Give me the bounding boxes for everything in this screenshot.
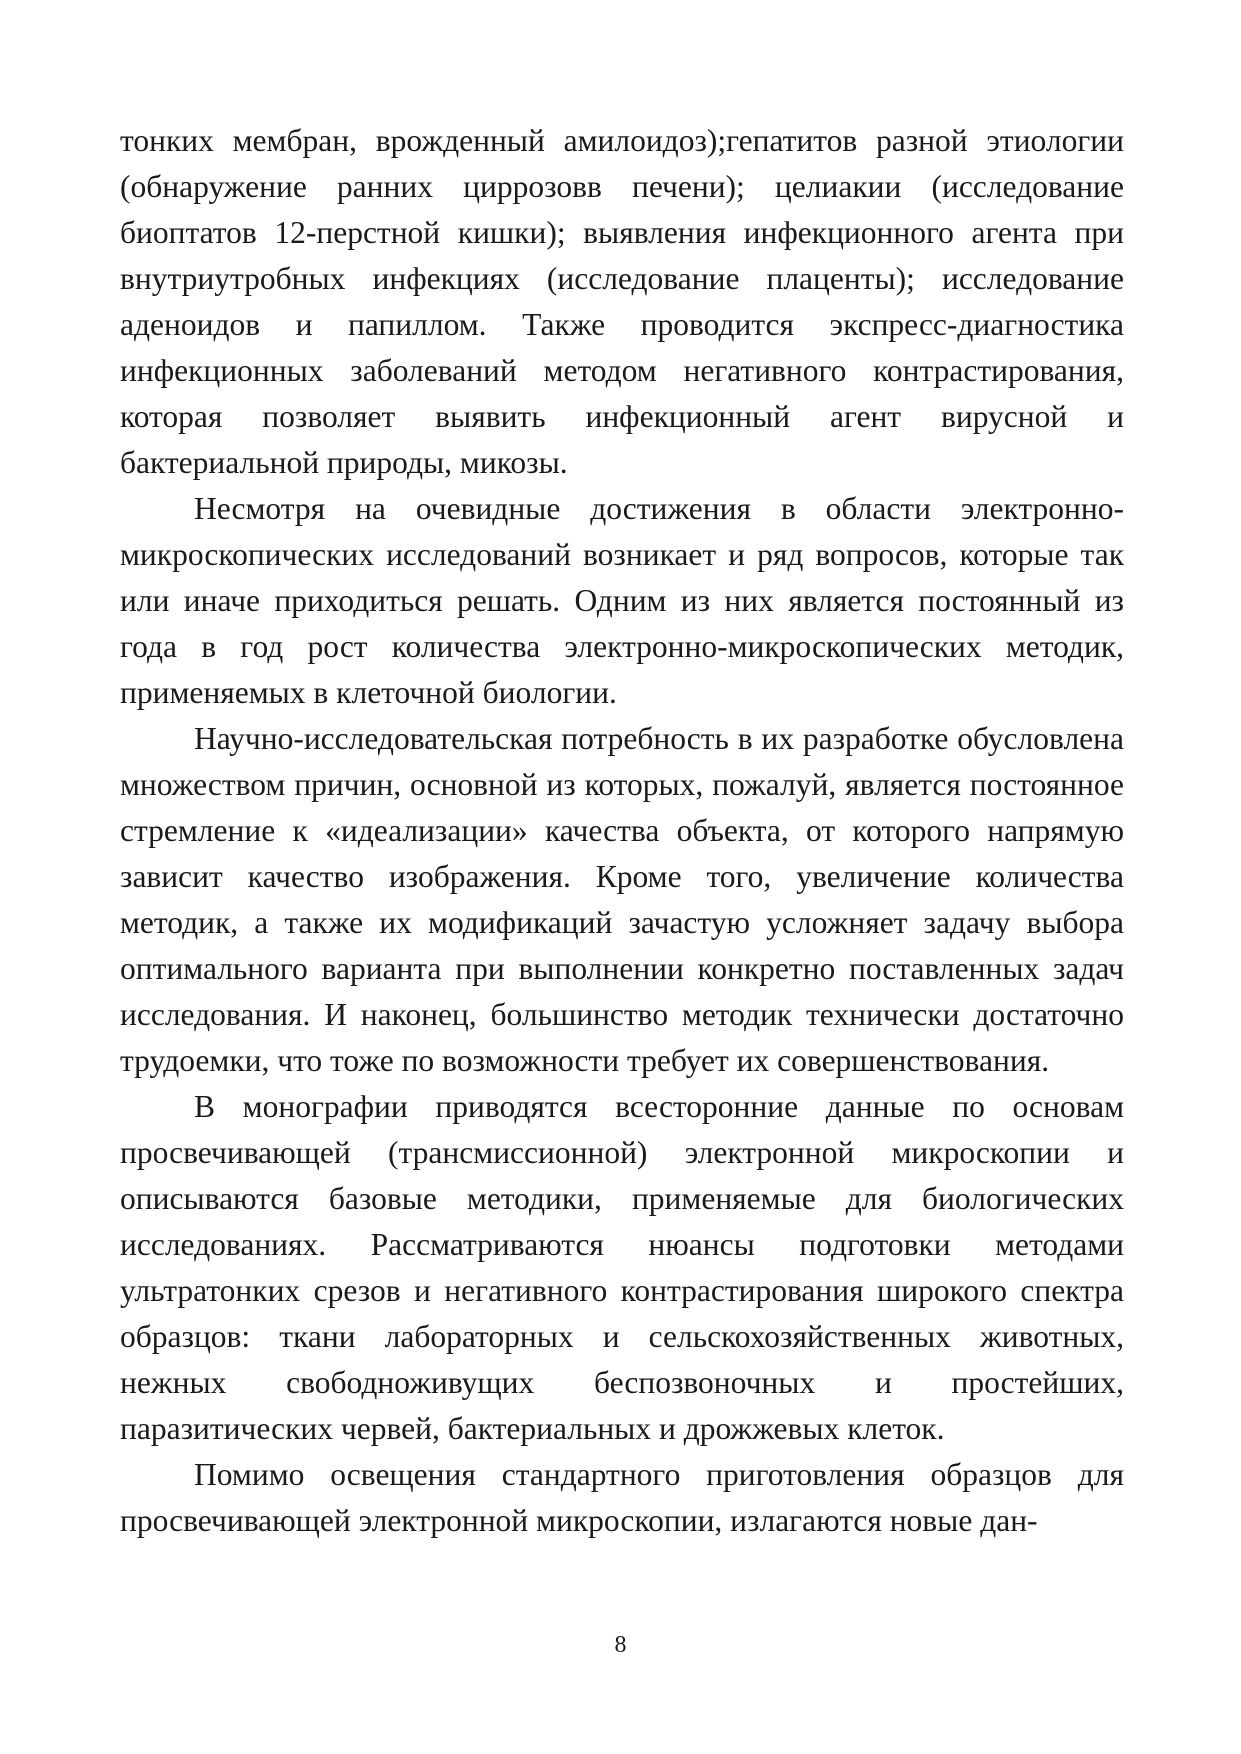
paragraph-4: В монографии приводятся всесторонние данные по основам просвечивающей (трансмиссионной) электронной микроскопии и описываются базовые методики, применяемые для биологических исследованиях. Рассматриваются нюансы подготовки методами ультратонких срезов и негативного контрастирования широкого спектра образцов: ткани лабораторных и сельскохозяйственных животных, нежных свободноживущих беспозвоночных и простейших, паразитических червей, бактериальных и дрожжевых клеток. [120,1089,1124,1446]
paragraph-1: тонких мембран, врожденный амилоидоз);гепатитов разной этиологии (обнаружение ранних циррозовв печени); целиакии (исследование биоптатов 12-перстной кишки); выявления инфекционного агента при внутриутробных инфекциях (исследование плаценты); исследование аденоидов и папиллом. Также проводится экспресс-диагностика инфекционных заболеваний методом негативного контрастирования, которая позволяет выявить инфекционный агент вирусной и бактериальной природы, микозы. [120,123,1124,480]
page-number: 8 [614,1632,627,1658]
page-body [120,118,1124,1544]
paragraph-2: Несмотря на очевидные достижения в области электронно-микроскопических исследований возникает и ряд вопросов, которые так или иначе приходиться решать. Одним из них является постоянный из года в год рост количества электронно-микроскопических методик, применяемых в клеточной биологии. [120,491,1124,710]
paragraph-5: Помимо освещения стандартного приготовления образцов для просвечивающей электронной микроскопии, излагаются новые дан- [120,1457,1124,1538]
paragraph-3: Научно-исследовательская потребность в их разработке обусловлена множеством причин, основной из которых, пожалуй, является постоянное стремление к «идеализации» качества объекта, от которого напрямую зависит качество изображения. Кроме того, увеличение количества методик, а также их модификаций зачастую усложняет задачу выбора оптимального варианта при выполнении конкретно поставленных задач исследования. И наконец, большинство методик технически достаточно трудоемки, что тоже по возможности требует их совершенствования. [120,721,1124,1078]
